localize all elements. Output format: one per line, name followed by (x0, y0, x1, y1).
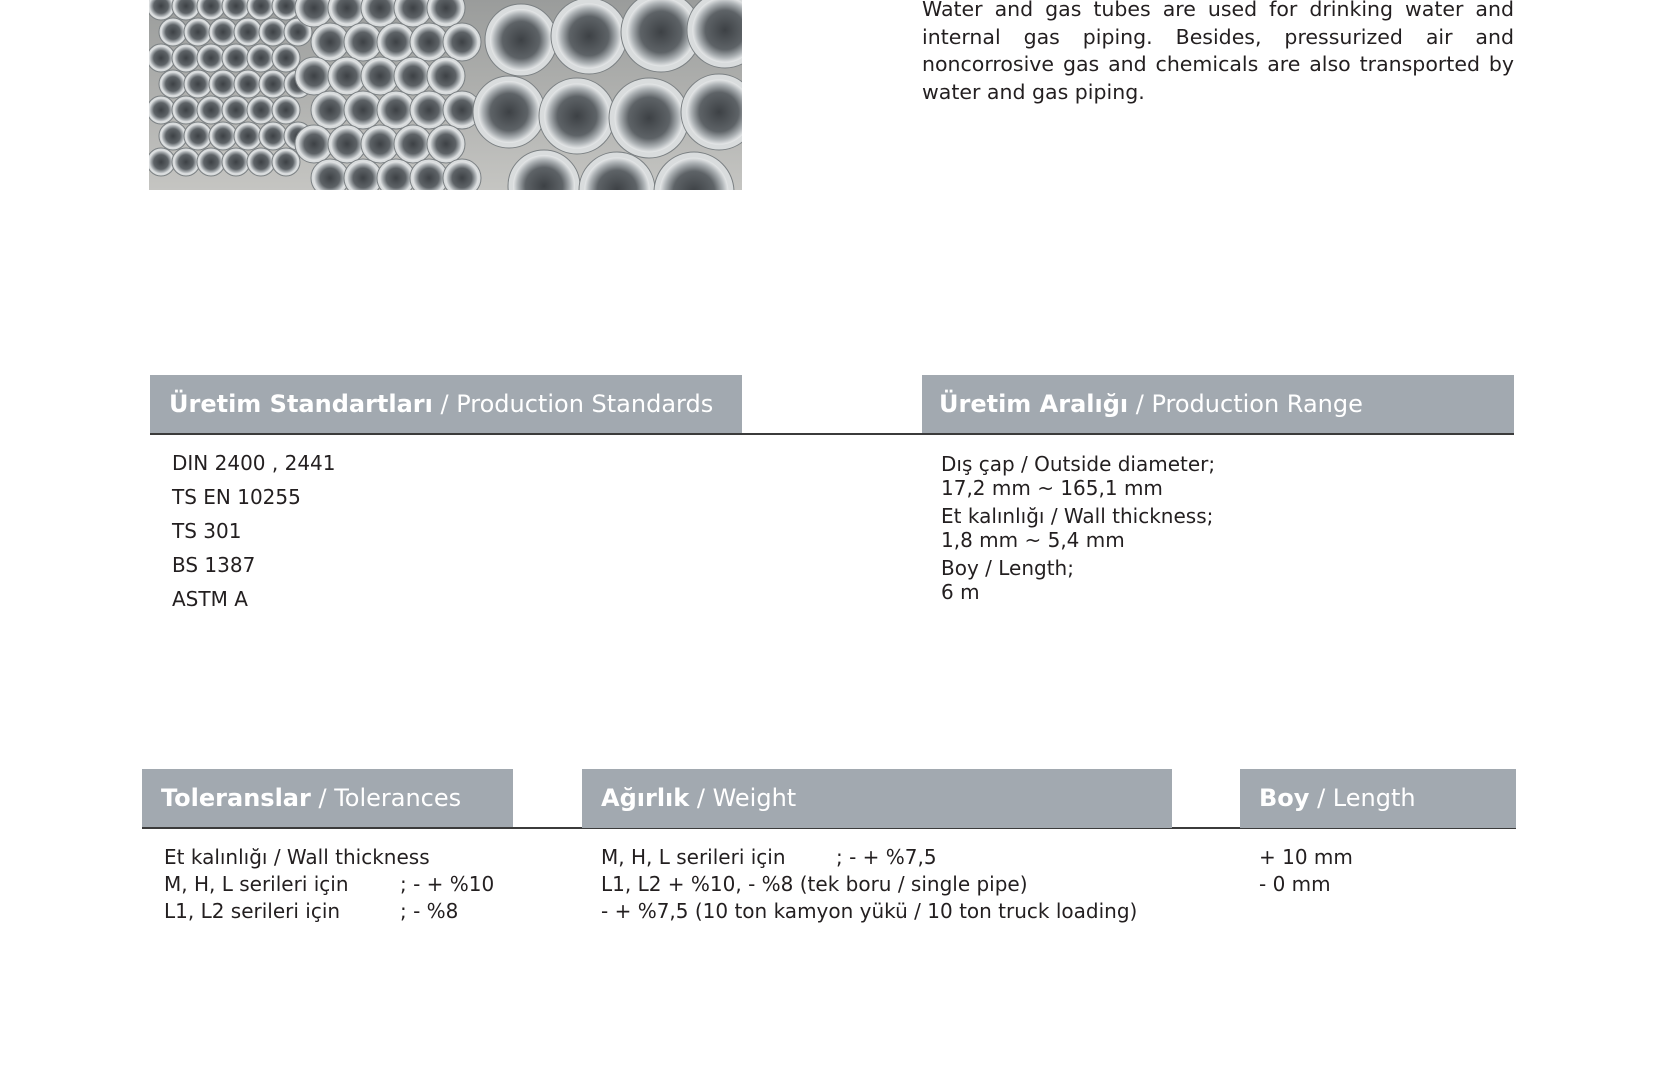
range-value: 6 m (941, 580, 980, 604)
pipe-bore (413, 94, 446, 127)
pipe-bore (174, 46, 198, 70)
pipe-bore (149, 46, 173, 70)
list-item: ASTM A (172, 587, 248, 611)
pipe-bore (224, 150, 248, 174)
table-row: - 0 mm (1259, 872, 1331, 896)
weight-rows (601, 844, 1137, 925)
table-row (601, 871, 1137, 898)
header-title-tr: Boy (1259, 784, 1310, 812)
header-title-tr: Üretim Aralığı (939, 390, 1129, 418)
pipe-bore (199, 46, 223, 70)
pipe-bore (236, 124, 260, 148)
row-label: - + %7,5 (10 ton kamyon yükü / 10 ton truck loading) (601, 899, 1138, 923)
pipe-bore (544, 83, 609, 148)
header-title-en: / Length (1309, 784, 1416, 812)
range-label: Dış çap / Outside diameter; (941, 452, 1216, 476)
pipe-bore (347, 26, 380, 59)
divider (150, 433, 922, 435)
pipe-bore (397, 60, 430, 93)
pipe-bore (298, 60, 331, 93)
header-title-en: / Production Range (1128, 390, 1363, 418)
table-row (164, 844, 494, 871)
pipe-bore (149, 98, 173, 122)
pipe-bore (174, 150, 198, 174)
range-label: Boy / Length; (941, 556, 1074, 580)
table-row: + 10 mm (1259, 845, 1353, 869)
list-item (941, 452, 1215, 500)
pipe-bore (224, 98, 248, 122)
pipe-bore (274, 98, 298, 122)
pipe-bore (364, 60, 397, 93)
pipe-bore (430, 60, 463, 93)
divider (922, 433, 1514, 435)
range-value: 1,8 mm ~ 5,4 mm (941, 528, 1125, 552)
pipe-bore (490, 9, 552, 71)
table-row (164, 898, 494, 925)
pipe-bore (161, 124, 185, 148)
pipe-bore (149, 150, 173, 174)
production-range-header (922, 375, 1514, 434)
pipe-bore (615, 84, 684, 153)
pipe-bore (186, 20, 210, 44)
standards-list (172, 446, 336, 616)
table-row (601, 898, 1137, 925)
pipe-bore (274, 150, 298, 174)
pipe-bore (249, 150, 273, 174)
pipe-bore (478, 81, 540, 143)
length-rows (1259, 844, 1353, 898)
pipe-bore (211, 72, 235, 96)
header-title-tr: Üretim Standartları (169, 390, 433, 418)
pipe-bore (446, 26, 479, 59)
header-title-en: / Tolerances (310, 784, 462, 812)
pipe-bore (261, 20, 285, 44)
pipe-bore (249, 46, 273, 70)
pipe-bore (161, 20, 185, 44)
weight-header (582, 769, 1172, 828)
list-item: TS EN 10255 (172, 485, 301, 509)
range-label: Et kalınlığı / Wall thickness; (941, 504, 1214, 528)
pipe-bore (236, 20, 260, 44)
pipe-bore (314, 26, 347, 59)
row-value: ; - + %10 (400, 872, 495, 896)
pipe-bore (331, 128, 364, 161)
pipe-bore (627, 0, 696, 66)
row-label: L1, L2 serileri için (164, 899, 341, 923)
pipe-bore (261, 72, 285, 96)
pipe-bore (364, 128, 397, 161)
header-title-en: / Weight (689, 784, 797, 812)
row-label: Et kalınlığı / Wall thickness (164, 845, 430, 869)
row-label: M, H, L serileri için (164, 872, 349, 896)
intro-paragraph: Water and gas tubes are used for drinking water and internal gas piping. Besides, pressurized air and noncorrosive gas and chemicals are also transported by water and gas piping. (922, 0, 1514, 104)
pipe-bore (298, 128, 331, 161)
pipe-bore (199, 150, 223, 174)
row-value: ; - %8 (400, 899, 459, 923)
pipe-bore (174, 98, 198, 122)
pipe-bore (236, 72, 260, 96)
table-row (601, 844, 1137, 871)
pipe-bore (274, 46, 298, 70)
pipe-bore (380, 94, 413, 127)
range-list (941, 452, 1215, 608)
pipe-bore (556, 3, 621, 68)
list-item (941, 556, 1215, 604)
pipe-bore (224, 46, 248, 70)
pipe-bore (397, 128, 430, 161)
row-value: ; - + %7,5 (836, 845, 937, 869)
pipe-bore (380, 26, 413, 59)
pipe-bore (211, 124, 235, 148)
pipe-bore (413, 26, 446, 59)
list-item (941, 504, 1215, 552)
tolerances-header (142, 769, 513, 828)
pipe-bore (249, 98, 273, 122)
table-row (164, 871, 494, 898)
row-label: M, H, L serileri için (601, 845, 786, 869)
list-item: TS 301 (172, 519, 242, 543)
header-title-tr: Toleranslar (161, 784, 311, 812)
pipe-bore (430, 128, 463, 161)
pipe-bore (199, 98, 223, 122)
row-label: L1, L2 + %10, - %8 (tek boru / single pipe) (601, 872, 1028, 896)
range-value: 17,2 mm ~ 165,1 mm (941, 476, 1163, 500)
pipe-bore (186, 72, 210, 96)
pipe-bore (314, 94, 347, 127)
header-title-en: / Production Standards (432, 390, 714, 418)
steel-pipes-photo (149, 0, 742, 190)
pipe-bore (261, 124, 285, 148)
pipe-bore (331, 60, 364, 93)
list-item: DIN 2400 , 2441 (172, 451, 336, 475)
header-title-tr: Ağırlık (601, 784, 690, 812)
tolerances-rows (164, 844, 494, 925)
length-header (1240, 769, 1516, 828)
pipe-bore (347, 94, 380, 127)
production-standards-header (150, 375, 742, 434)
pipe-bore (186, 124, 210, 148)
list-item: BS 1387 (172, 553, 256, 577)
pipe-bore (211, 20, 235, 44)
pipe-bore (161, 72, 185, 96)
